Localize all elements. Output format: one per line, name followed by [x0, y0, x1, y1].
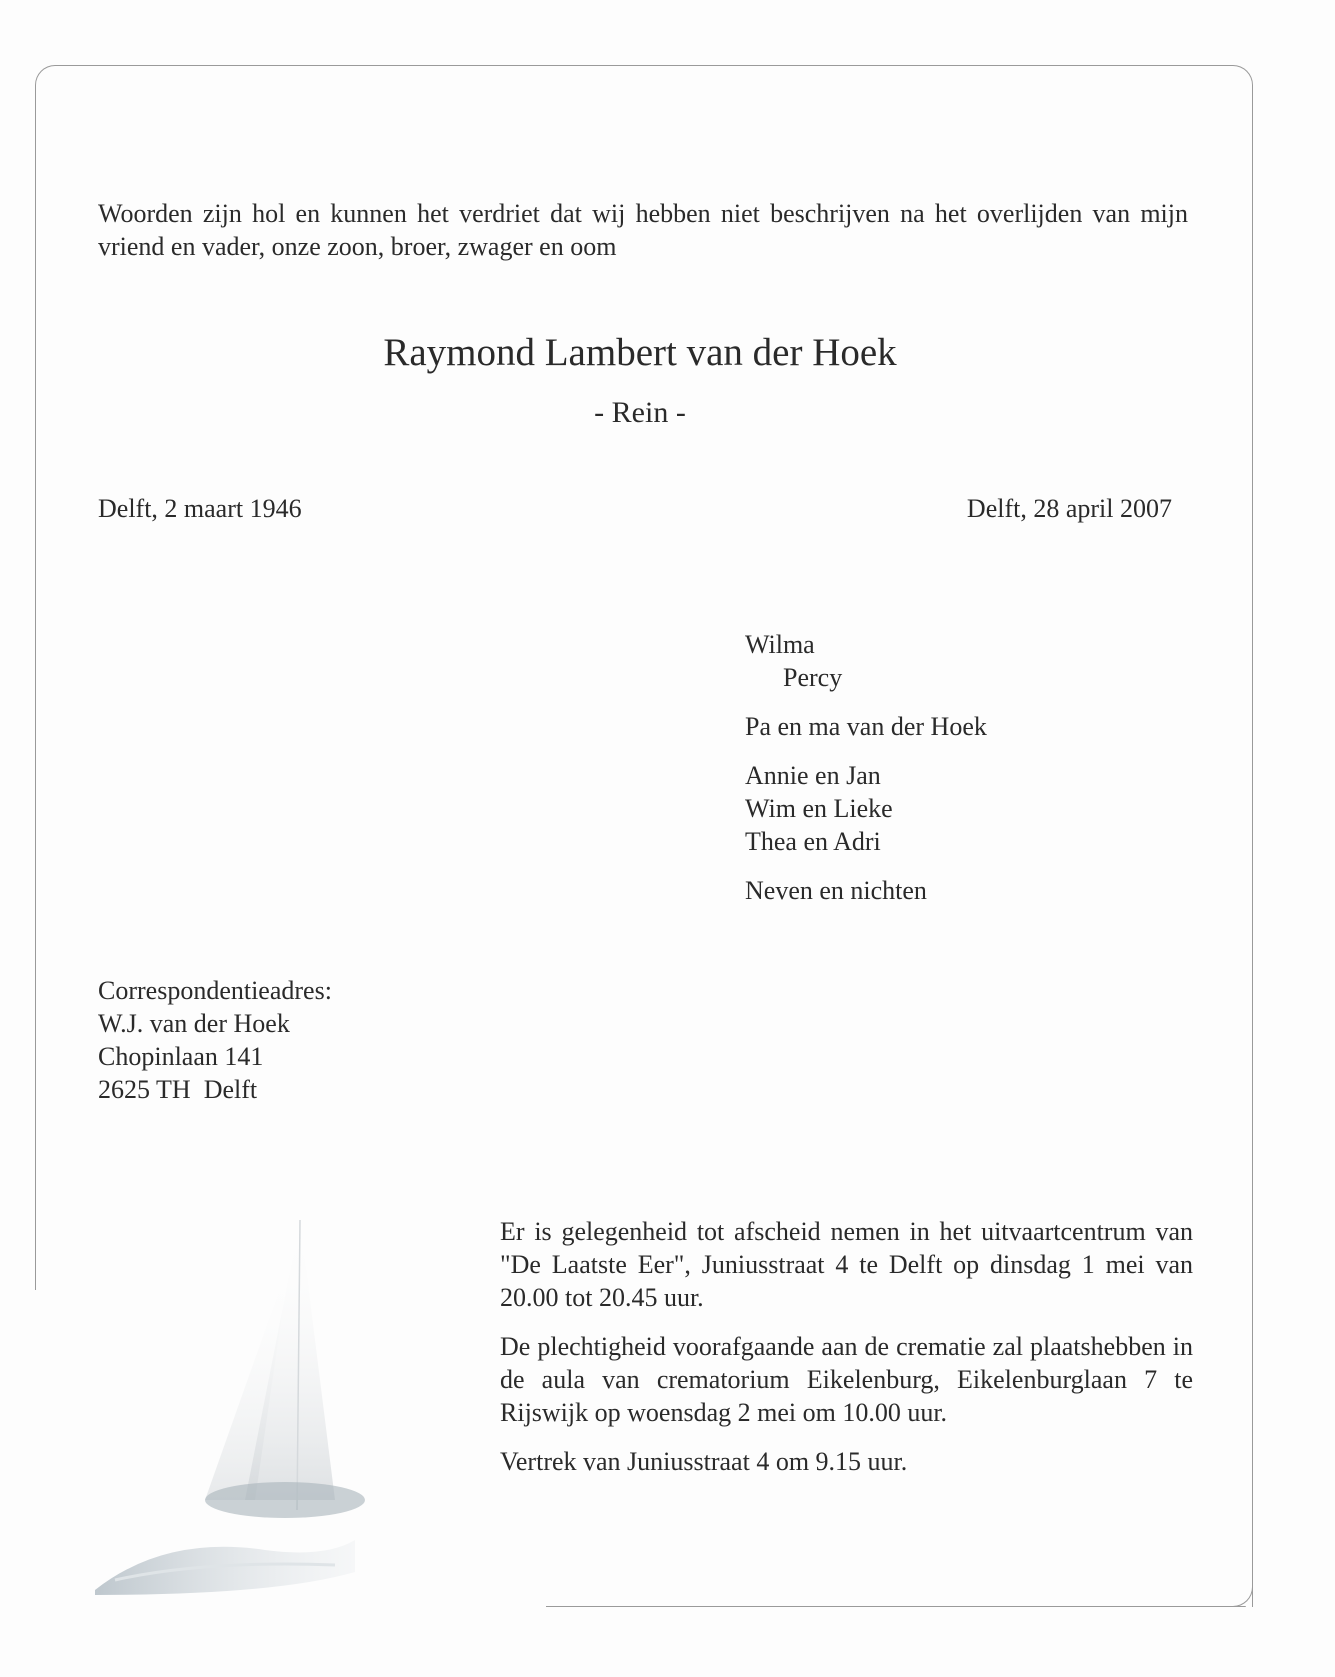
- family-parents: Pa en ma van der Hoek: [745, 712, 987, 741]
- deceased-nickname: - Rein -: [594, 396, 686, 429]
- funeral-notice: [500, 1215, 1193, 1494]
- family-list: [745, 628, 987, 907]
- departure-text: Vertrek van Juniusstraat 4 om 9.15 uur.: [500, 1447, 908, 1476]
- family-child: Percy: [783, 663, 843, 692]
- viewing-text: Er is gelegenheid tot afscheid nemen in het uitvaartcentrum van "De Laatste Eer", Juniusstraat 4 te Delft op dinsdag 1 mei van 20.00 tot 20.45 uur.: [500, 1217, 1193, 1312]
- intro-text: Woorden zijn hol en kunnen het verdriet dat wij hebben niet beschrijven na het overlijden van mijn vriend en vader, onze zoon, broer, zwager en oom: [98, 199, 1188, 261]
- address-street: Chopinlaan 141: [98, 1042, 264, 1071]
- deceased-name: Raymond Lambert van der Hoek: [383, 331, 897, 374]
- address-label: Correspondentieadres:: [98, 976, 332, 1005]
- bottom-rule: [546, 1606, 1246, 1607]
- family-sibling: Thea en Adri: [745, 827, 881, 856]
- address-name: W.J. van der Hoek: [98, 1009, 290, 1038]
- death-line: Delft, 28 april 2007: [966, 494, 1172, 523]
- family-partner: Wilma: [745, 630, 815, 659]
- sailboat-illustration: [85, 1200, 415, 1610]
- family-sibling: Wim en Lieke: [745, 794, 893, 823]
- family-sibling: Annie en Jan: [745, 761, 881, 790]
- birth-line: Delft, 2 maart 1946: [98, 494, 302, 523]
- ceremony-text: De plechtigheid voorafgaande aan de crematie zal plaatshebben in de aula van crematorium Eikelenburg, Eikelenburglaan 7 te Rijswijk op woensdag 2 mei om 10.00 uur.: [500, 1332, 1193, 1427]
- address-postal-city: 2625 TH Delft: [98, 1075, 258, 1104]
- frame-gap: [30, 1290, 42, 1620]
- family-others: Neven en nichten: [745, 876, 927, 905]
- correspondence-address: [98, 974, 332, 1106]
